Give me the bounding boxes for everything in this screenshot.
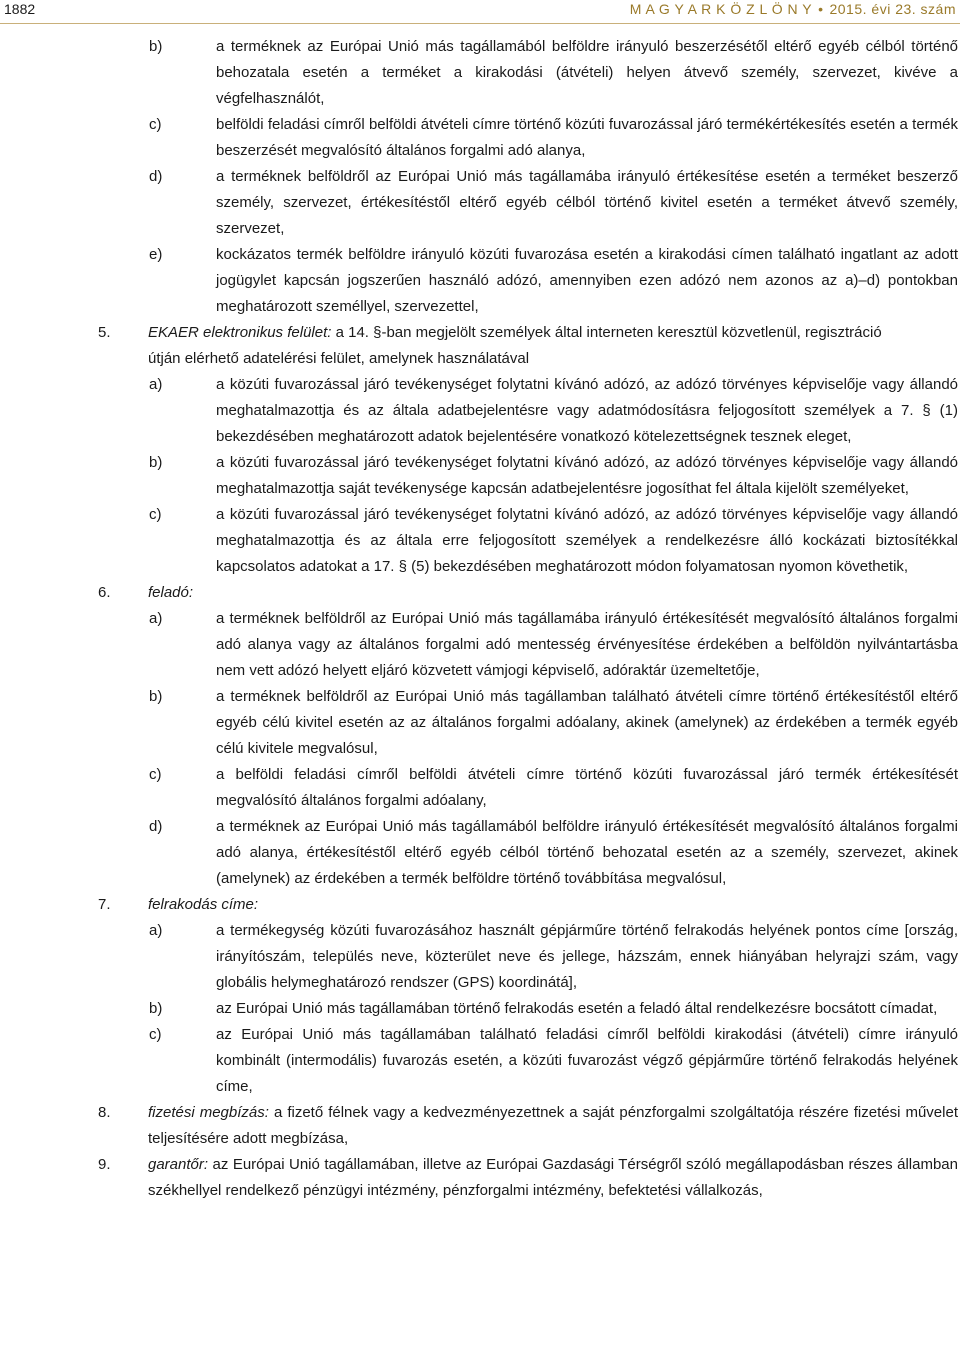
item-label: d) [149,168,163,185]
item-label: b) [149,38,163,55]
definition-7 [0,892,960,918]
definition-9 [0,1152,960,1204]
header-separator: • [818,1,824,17]
definition-term: garantőr: [148,1156,209,1173]
definition-number: 9. [98,1156,111,1173]
definition-number: 5. [98,324,111,341]
definition-text: útján elérhető adatelérési felület, amelynek használatával [148,350,530,367]
definition-term: felrakodás címe: [148,896,259,913]
list-item [0,242,960,320]
definition-8 [0,1100,960,1152]
item-text: az Európai Unió más tagállamában történő felrakodás esetén a feladó által rendelkezésre bocsátott címadat, [216,1000,938,1017]
journal-issue: 2015. évi 23. szám [829,1,956,17]
item-text: a terméknek belföldről az Európai Unió más tagállamába irányuló értékesítését megvalósító általános forgalmi adó alanya vagy az általános forgalmi adó mentesség érvényesítése érdekében a belföldön nyilvántartásba nem vett adózó helyett eljáró közvetett vámjogi képviselő, adóraktár üzemeltetője, [216,610,958,679]
definition-continuation [96,346,958,372]
definition-term: fizetési megbízás: [148,1104,269,1121]
journal-name: M A G Y A R K Ö Z L Ö N Y [629,1,813,17]
definition-text: a fizető félnek vagy a kedvezményezettnek a saját pénzforgalmi szolgáltatója részére fizetési művelet teljesítésére adott megbízása, [148,1104,958,1147]
item-text: a közúti fuvarozással járó tevékenységet folytatni kívánó adózó, az adózó törvényes képviselője vagy állandó meghatalmazottja és az általa erre feljogosított személyek a rendelkezésre álló kockázati biztosítékkal kapcsolatos adatokat a 17. § (5) bekezdésében meghatározott módon folyamatosan nyomon követhetik, [216,506,958,575]
item-label: c) [149,116,162,133]
page-number: 1882 [4,1,36,17]
list-item [0,762,960,814]
item-text: kockázatos termék belföldre irányuló közúti fuvarozása esetén a kirakodási címen található ingatlant az adott jogügylet kapcsán jogszerűen használó adózó, amennyiben ezen adózó nem azonos az a)–d) pontokban meghatározott személlyel, szervezettel, [216,246,958,315]
item-label: c) [149,766,162,783]
list-item [0,112,960,164]
document-body [0,34,960,1204]
item-label: c) [149,506,162,523]
item-text: a termékegység közúti fuvarozásához használt gépjárműre történő felrakodás helyének pontos címe [ország, irányítószám, település neve, közterület neve és jellege, házszám, ennek hiányában helyrajzi szám, vagy globális helymeghatározó rendszer (GPS) koordinátá], [216,922,958,991]
item-label: a) [149,610,163,627]
list-item [0,814,960,892]
item-text: a belföldi feladási címről belföldi átvételi címre történő közúti fuvarozással járó termék értékesítését megvalósító általános forgalmi adóalany, [216,766,958,809]
list-item [0,918,960,996]
journal-title [630,0,956,18]
item-label: a) [149,376,163,393]
item-text: a terméknek az Európai Unió más tagállamából belföldre irányuló beszerzésétől eltérő egyéb célból történő behozatala esetén a terméket a kirakodási (átvételi) helyen átvevő személy, szervezet, kivéve a végfelhasználót, [216,38,958,107]
list-item [0,1022,960,1100]
definition-first-line [96,320,958,346]
definition-text: a 14. §-ban megjelölt személyek által interneten keresztül közvetlenül, regisztráció [331,324,882,341]
definition-term: EKAER elektronikus felület: [148,324,332,341]
list-item [0,502,960,580]
item-text: a terméknek belföldről az Európai Unió más tagállamban található átvételi címre történő értékesítéstől eltérő egyéb célú kivitel esetén az az általános forgalmi adóalany, akinek (amelynek) az érdekében a termék egyéb célú kivitele megvalósul, [216,688,958,757]
definition-number: 7. [98,896,111,913]
definition-text: az Európai Unió tagállamában, illetve az Európai Gazdasági Térségről szóló megállapodásban részes államban székhellyel rendelkező pénzügyi intézmény, pénzforgalmi intézmény, befektetési vállalkozás, [148,1156,958,1199]
item-text: a közúti fuvarozással járó tevékenységet folytatni kívánó adózó, az adózó törvényes képviselője vagy állandó meghatalmazottja saját tevékenysége kapcsán adatbejelentésre jogosíthat fel általa kijelölt személyeket, [216,454,958,497]
header-rule [0,23,960,24]
item-text: az Európai Unió más tagállamában található feladási címről belföldi kirakodási (átvételi) címre irányuló kombinált (intermodális) fuvarozás esetén, a közúti fuvarozást végző gépjárműre történő felrakodás helyének címe, [216,1026,958,1095]
list-item [0,606,960,684]
item-text: a terméknek belföldről az Európai Unió más tagállamába irányuló értékesítése esetén a terméket beszerző személy, szervezet, értékesítéstől eltérő egyéb célból történő kivitel esetén a terméket átvevő személy, szervezet, [216,168,958,237]
definition-number: 6. [98,584,111,601]
page-header [0,0,960,22]
definition-term: feladó: [148,584,194,601]
item-text: a terméknek az Európai Unió más tagállamából belföldre irányuló értékesítését megvalósító általános forgalmi adó alanya, értékesítéstől eltérő egyéb célból történő behozatal esetén az a személy, szervezet, akinek (amelynek) az érdekében a termék belföldre történő továbbítása megvalósul, [216,818,958,887]
definition-number: 8. [98,1104,111,1121]
list-item [0,450,960,502]
item-label: b) [149,454,163,471]
item-label: e) [149,246,163,263]
list-item [0,372,960,450]
list-item [0,684,960,762]
definition-5 [0,320,960,372]
item-label: a) [149,922,163,939]
list-item [0,34,960,112]
item-label: c) [149,1026,162,1043]
list-item [0,996,960,1022]
item-label: b) [149,1000,163,1017]
definition-6 [0,580,960,606]
list-item [0,164,960,242]
item-label: b) [149,688,163,705]
item-label: d) [149,818,163,835]
item-text: a közúti fuvarozással járó tevékenységet folytatni kívánó adózó, az adózó törvényes képviselője vagy állandó meghatalmazottja és az általa adatbejelentésre vagy adatmódosításra feljogosított személyek a 7. § (1) bekezdésében meghatározott adatok bejelentésére vonatkozó kötelezettségnek tesznek eleget, [216,376,958,445]
item-text: belföldi feladási címről belföldi átvételi címre történő közúti fuvarozással járó termékértékesítés esetén a termék beszerzését megvalósító általános forgalmi adó alanya, [216,116,958,159]
